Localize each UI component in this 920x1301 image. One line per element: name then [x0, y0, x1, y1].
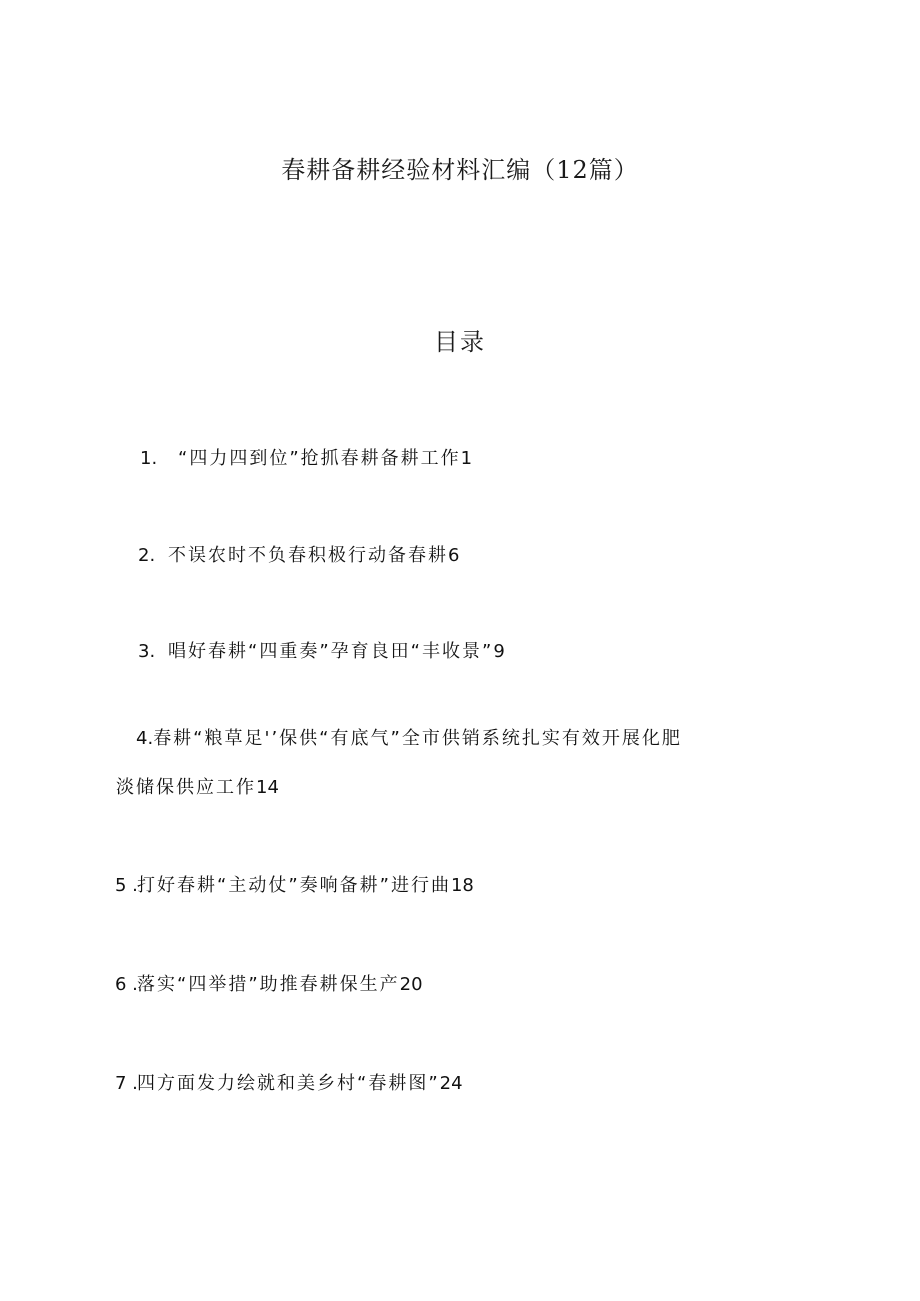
- toc-item-5[interactable]: [115, 874, 474, 898]
- document-title: 春耕备耕经验材料汇编（12篇）: [281, 156, 639, 184]
- toc-item-text: 不误农时不负春积极行动备春耕: [168, 545, 448, 566]
- toc-item-text: 打好春耕“主动仗”奏响备耕”进行曲: [137, 875, 451, 896]
- toc-item-page: 1: [460, 448, 473, 469]
- toc-item-number: 3.: [138, 641, 156, 662]
- toc-item-page: 14: [256, 777, 279, 798]
- toc-item-text: 落实“四举措”助推春耕保生产: [137, 974, 400, 995]
- toc-item-page: 20: [399, 974, 423, 995]
- toc-item-text: “四力四到位”抢抓春耕备耕工作: [178, 448, 461, 469]
- toc-heading: 目录: [434, 328, 486, 356]
- toc-item-number: 6 .: [115, 974, 138, 995]
- toc-item-3[interactable]: [138, 640, 505, 664]
- toc-item-text: 唱好春耕“四重奏”孕育良田“丰收景”: [168, 641, 494, 662]
- toc-item-number: 5 .: [115, 875, 138, 896]
- toc-item-page: 6: [448, 545, 460, 566]
- toc-item-4-continuation[interactable]: [116, 776, 279, 800]
- toc-item-2[interactable]: [138, 544, 459, 568]
- toc-item-number: 4.: [136, 728, 154, 749]
- toc-item-6[interactable]: [115, 973, 423, 997]
- toc-item-1[interactable]: [140, 447, 472, 471]
- toc-item-page: 9: [493, 641, 505, 662]
- toc-item-text: 春耕“粮草足'’保供“有底气”全市供销系统扎实有效开展化肥: [153, 728, 682, 749]
- toc-item-7[interactable]: [115, 1072, 463, 1096]
- toc-item-number: 1.: [140, 448, 158, 469]
- toc-item-text-continued: 淡储保供应工作: [116, 777, 256, 798]
- toc-item-4[interactable]: [136, 727, 682, 751]
- toc-item-text: 四方面发力绘就和美乡村“春耕图”: [137, 1073, 440, 1094]
- toc-item-number: 2.: [138, 545, 156, 566]
- toc-item-number: 7 .: [115, 1073, 138, 1094]
- toc-item-page: 24: [439, 1073, 463, 1094]
- toc-item-page: 18: [450, 875, 474, 896]
